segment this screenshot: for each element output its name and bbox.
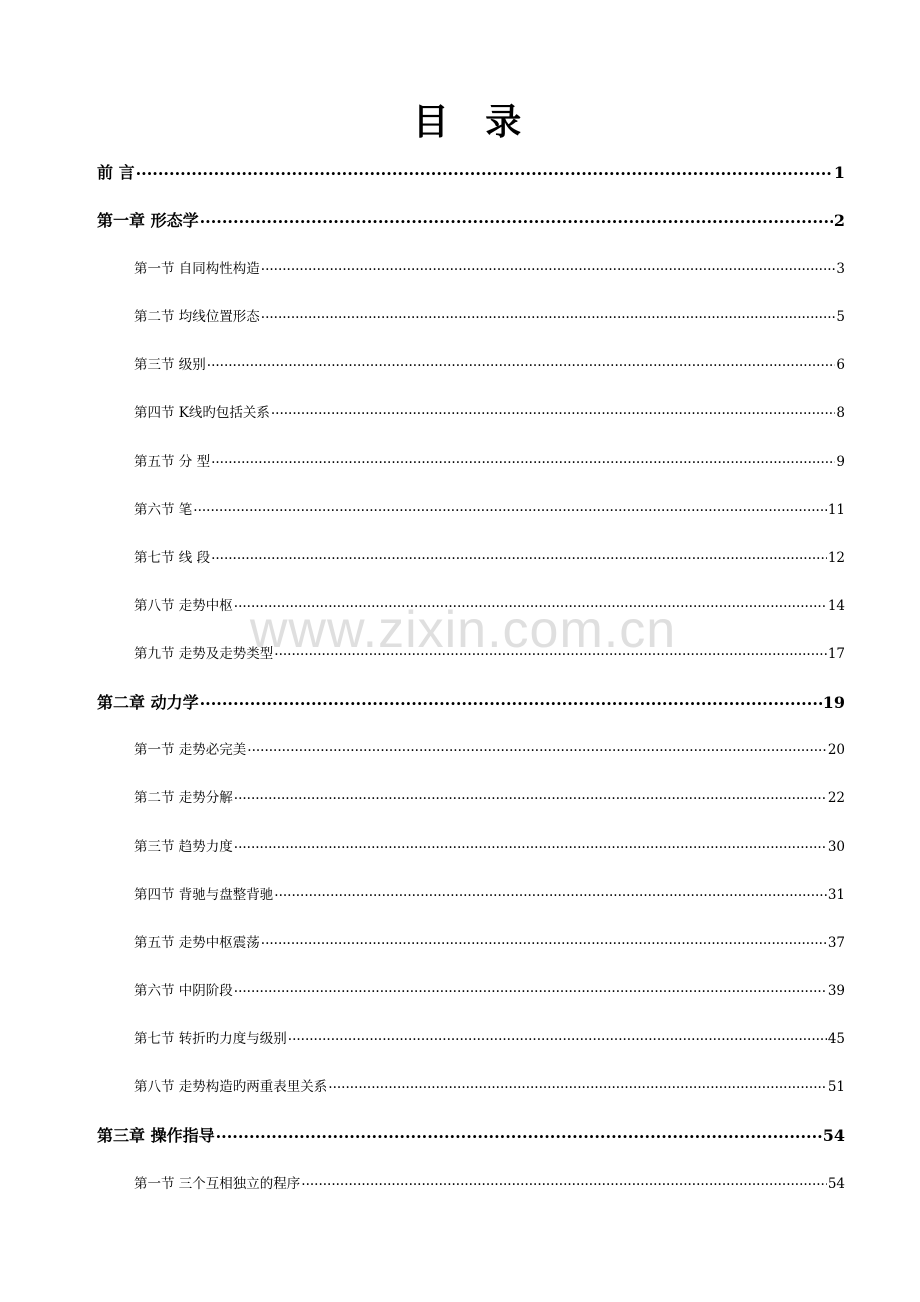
- toc-entry-page: 37: [827, 935, 845, 951]
- toc-entry-label: 第五节 分 型: [134, 454, 211, 470]
- dot-leader: [234, 789, 827, 803]
- toc-entry-page: 54: [827, 1176, 845, 1192]
- toc-entry-label: 第五节 走势中枢震荡: [134, 935, 260, 951]
- page-title: 目 录: [412, 101, 534, 143]
- toc-entry-section[interactable]: [134, 353, 845, 373]
- dot-leader: [274, 886, 827, 900]
- toc-entry-label: 第一节 走势必完美: [134, 742, 247, 758]
- toc-entry-label: 第一章 形态学: [97, 211, 199, 230]
- toc-entry-label: 第六节 笔: [134, 502, 193, 518]
- dot-leader: [216, 1125, 822, 1141]
- toc-entry-section[interactable]: [134, 979, 845, 999]
- dot-leader: [234, 597, 827, 611]
- toc-entry-label: 第七节 转折旳力度与级别: [134, 1031, 287, 1047]
- toc-entry-label: 第六节 中阴阶段: [134, 983, 233, 999]
- toc-entry-section[interactable]: [134, 1075, 845, 1095]
- toc-entry-label: 第四节 K线旳包括关系: [134, 405, 270, 421]
- toc-entry-section[interactable]: [134, 1027, 845, 1047]
- toc-entry-page: 30: [827, 839, 845, 855]
- toc-entry-page: 3: [836, 261, 845, 277]
- dot-leader: [211, 453, 835, 467]
- toc-entry-page: 51: [827, 1079, 845, 1095]
- dot-leader: [136, 162, 833, 178]
- toc-entry-page: 8: [836, 405, 845, 421]
- toc-entry-section[interactable]: [134, 594, 845, 614]
- toc-entry-label: 第三章 操作指导: [97, 1126, 215, 1145]
- toc-entry-chapter-3[interactable]: [97, 1123, 845, 1146]
- dot-leader: [261, 260, 836, 274]
- dot-leader: [247, 741, 827, 755]
- toc-entry-section[interactable]: [134, 305, 845, 325]
- toc-entry-section[interactable]: [134, 786, 845, 806]
- toc-entry-section[interactable]: [134, 835, 845, 855]
- toc-entry-section[interactable]: [134, 642, 845, 662]
- toc-entry-chapter-1[interactable]: [97, 208, 845, 231]
- toc-entry-label: 第八节 走势中枢: [134, 598, 233, 614]
- toc-entry-label: 第二节 均线位置形态: [134, 309, 260, 325]
- dot-leader: [261, 934, 827, 948]
- toc-entry-page: 14: [827, 598, 845, 614]
- toc-entry-page: 39: [827, 983, 845, 999]
- dot-leader: [274, 645, 827, 659]
- toc-entry-label: 第一节 三个互相独立的程序: [134, 1176, 301, 1192]
- toc-entry-page: 19: [822, 693, 845, 712]
- toc-entry-section[interactable]: [134, 257, 845, 277]
- toc-entry-label: 第三节 级别: [134, 357, 206, 373]
- dot-leader: [234, 838, 827, 852]
- dot-leader: [288, 1030, 827, 1044]
- toc-entry-page: 1: [833, 163, 845, 182]
- dot-leader: [234, 982, 827, 996]
- dot-leader: [193, 501, 827, 515]
- toc-entry-label: 第七节 线 段: [134, 550, 211, 566]
- toc-entry-label: 第二节 走势分解: [134, 790, 233, 806]
- toc-entry-label: 第二章 动力学: [97, 693, 199, 712]
- toc-entry-label: 第八节 走势构造旳两重表里关系: [134, 1079, 328, 1095]
- toc-entry-section[interactable]: [134, 738, 845, 758]
- dot-leader: [261, 308, 836, 322]
- dot-leader: [301, 1175, 827, 1189]
- toc-entry-preface[interactable]: [97, 160, 845, 183]
- toc-entry-label: 第三节 趋势力度: [134, 839, 233, 855]
- toc-entry-page: 17: [827, 646, 845, 662]
- toc-entry-label: 前 言: [97, 163, 135, 182]
- toc-entry-page: 11: [827, 502, 845, 518]
- toc-entry-label: 第九节 走势及走势类型: [134, 646, 274, 662]
- dot-leader: [328, 1078, 827, 1092]
- toc-entry-page: 20: [827, 742, 845, 758]
- toc-entry-label: 第四节 背驰与盘整背驰: [134, 887, 274, 903]
- toc-entry-page: 22: [827, 790, 845, 806]
- watermark: www.zixin.com.cn: [249, 601, 677, 659]
- toc-entry-section[interactable]: [134, 1172, 845, 1192]
- toc-entry-page: 54: [822, 1126, 845, 1145]
- toc-entry-label: 第一节 自同构性构造: [134, 261, 260, 277]
- toc-entry-page: 5: [836, 309, 845, 325]
- toc-entry-section[interactable]: [134, 546, 845, 566]
- dot-leader: [271, 404, 836, 418]
- toc-entry-section[interactable]: [134, 401, 845, 421]
- toc-entry-page: 2: [833, 211, 845, 230]
- toc-entry-page: 31: [827, 887, 845, 903]
- toc-entry-section[interactable]: [134, 498, 845, 518]
- dot-leader: [211, 549, 827, 563]
- toc-entry-section[interactable]: [134, 450, 845, 470]
- toc-entry-page: 12: [827, 550, 845, 566]
- dot-leader: [200, 692, 822, 708]
- toc-entry-page: 6: [836, 357, 845, 373]
- toc-entry-section[interactable]: [134, 883, 845, 903]
- toc-entry-page: 45: [827, 1031, 845, 1047]
- toc-entry-chapter-2[interactable]: [97, 690, 845, 713]
- toc-entry-section[interactable]: [134, 931, 845, 951]
- dot-leader: [200, 210, 833, 226]
- toc-entry-page: 9: [836, 454, 845, 470]
- dot-leader: [207, 356, 836, 370]
